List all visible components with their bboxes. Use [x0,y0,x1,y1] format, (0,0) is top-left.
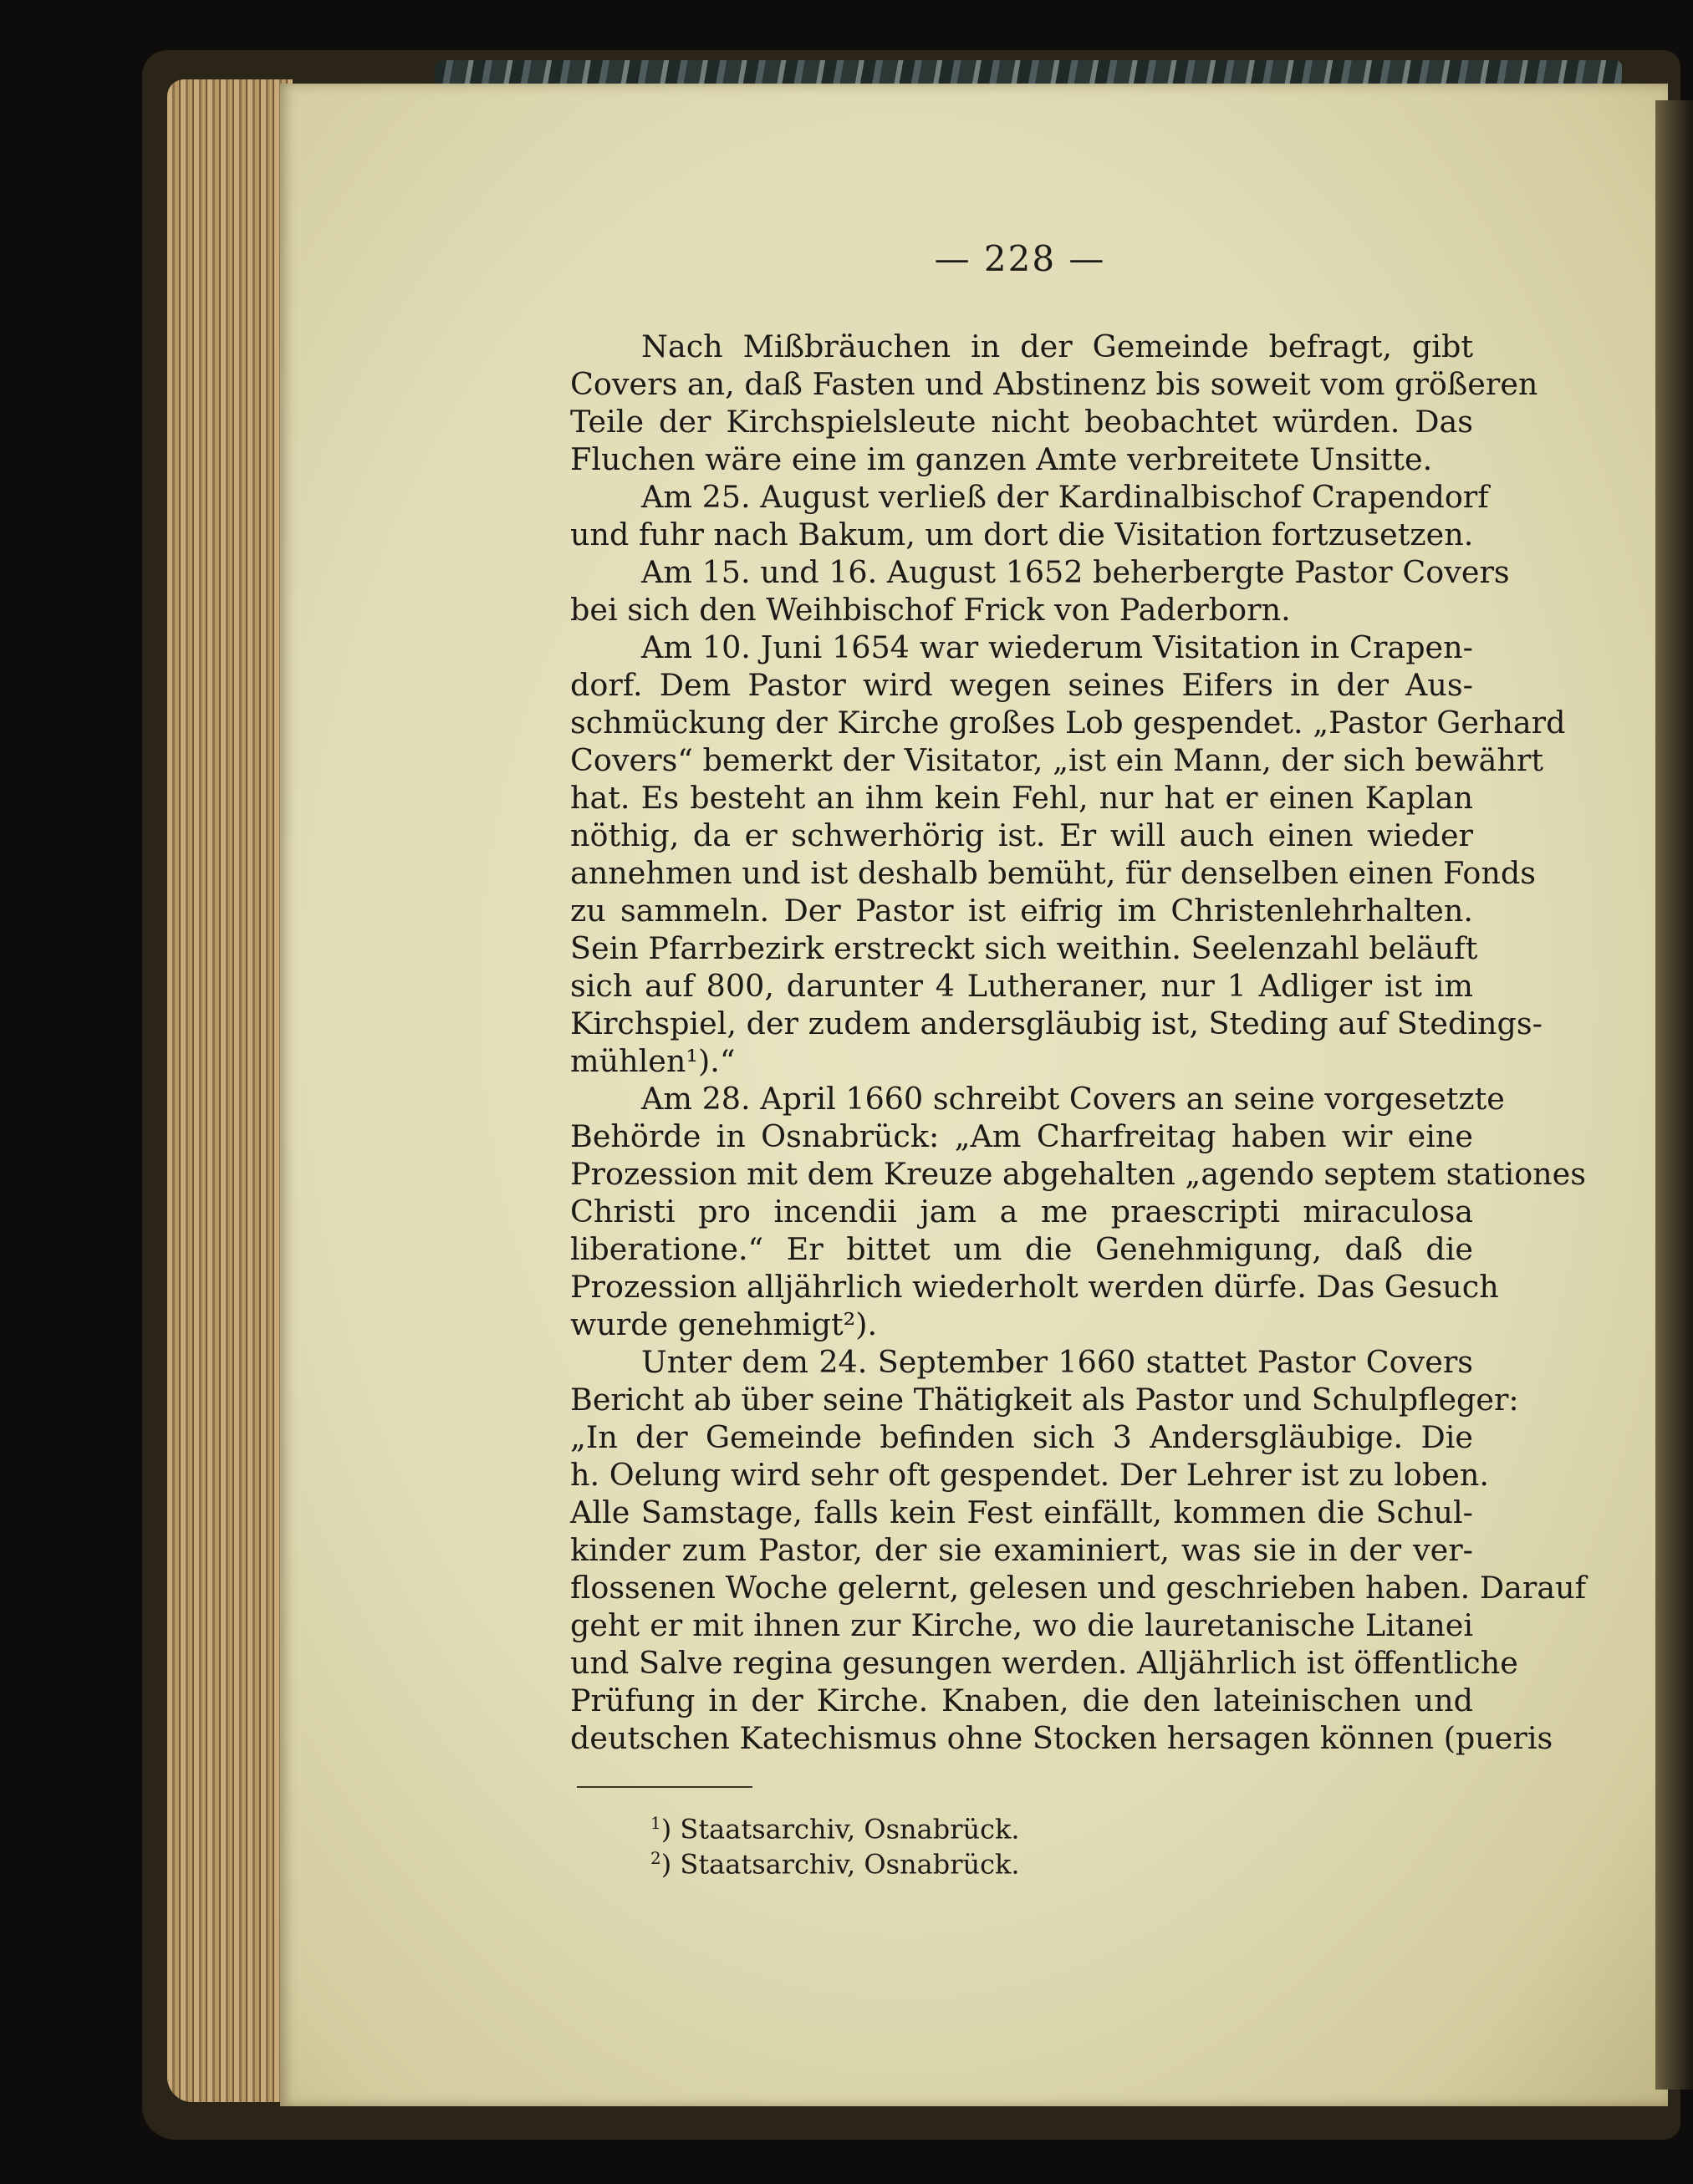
text-line: Unter dem 24. September 1660 stattet Pastor Covers [641,1344,1473,1380]
page-edges [167,79,293,2102]
footnote [650,1840,1020,1881]
text-line: Prüfung in der Kirche. Knaben, die den lateinischen und [570,1683,1473,1718]
text-line: Nach Mißbräuchen in der Gemeinde befragt, gibt [641,328,1473,364]
text-line: Am 28. April 1660 schreibt Covers an seine vorgesetzte [641,1081,1505,1117]
body-text [570,328,1587,1757]
text-line: „In der Gemeinde befinden sich 3 Andersgläubige. Die [570,1419,1473,1455]
footnote-text: ) Staatsarchiv, Osnabrück. [660,1813,1020,1845]
text-line: Alle Samstage, falls kein Fest einfällt, kommen die Schul- [570,1494,1473,1530]
text-line: dorf. Dem Pastor wird wegen seines Eifers in der Aus- [570,667,1473,703]
text-line: Am 10. Juni 1654 war wiederum Visitation in Crapen- [641,629,1473,665]
text-line: kinder zum Pastor, der sie examiniert, was sie in der ver- [570,1532,1473,1568]
text-line: geht er mit ihnen zur Kirche, wo die lauretanische Litanei [570,1607,1473,1643]
text-line: und Salve regina gesungen werden. Alljährlich ist öffentliche [570,1645,1518,1681]
text-line: Christi pro incendii jam a me praescripti miraculosa [570,1194,1473,1229]
footnote-text: ) Staatsarchiv, Osnabrück. [660,1848,1020,1881]
footnote-rule [577,1786,752,1788]
text-line: Prozession alljährlich wiederholt werden dürfe. Das Gesuch [570,1269,1499,1305]
text-line: Bericht ab über seine Thätigkeit als Pastor und Schulpfleger: [570,1382,1519,1418]
text-line: zu sammeln. Der Pastor ist eifrig im Christenlehrhalten. [570,893,1473,929]
text-line: sich auf 800, darunter 4 Lutheraner, nur 1 Adliger ist im [570,968,1473,1004]
footnote-mark: 2 [650,1848,661,1868]
text-line: flossenen Woche gelernt, gelesen und geschrieben haben. Darauf [570,1570,1587,1606]
text-line: mühlen¹).“ [570,1043,736,1079]
footnote [650,1805,1020,1845]
text-line: Teile der Kirchspielsleute nicht beobachtet würden. Das [570,404,1473,440]
footnotes [650,1805,1020,1881]
text-line: Covers an, daß Fasten und Abstinenz bis soweit vom größeren [570,366,1538,402]
text-line: Covers“ bemerkt der Visitator, „ist ein Mann, der sich bewährt [570,742,1543,778]
page-gutter [1655,100,1693,2090]
text-line: liberatione.“ Er bittet um die Genehmigung, daß die [570,1231,1473,1267]
text-line: Kirchspiel, der zudem andersgläubig ist, Steding auf Stedings- [570,1005,1543,1041]
text-line: Fluchen wäre eine im ganzen Amte verbreitete Unsitte. [570,441,1433,477]
text-line: wurde genehmigt²). [570,1306,878,1342]
text-line: und fuhr nach Bakum, um dort die Visitation fortzusetzen. [570,517,1474,552]
text-line: Prozession mit dem Kreuze abgehalten „agendo septem stationes [570,1156,1587,1192]
text-line: deutschen Katechismus ohne Stocken hersagen können (pueris [570,1720,1553,1756]
text-line: Am 25. August verließ der Kardinalbischof Crapendorf [641,479,1489,515]
text-line: Sein Pfarrbezirk erstreckt sich weithin. Seelenzahl beläuft [570,930,1478,966]
text-line: annehmen und ist deshalb bemüht, für denselben einen Fonds [570,855,1536,891]
page-number: — 228 — [934,238,1106,279]
text-line: schmückung der Kirche großes Lob gespendet. „Pastor Gerhard [570,705,1566,741]
footnote-mark: 1 [650,1813,661,1833]
text-line: bei sich den Weihbischof Frick von Paderborn. [570,592,1291,628]
text-line: nöthig, da er schwerhörig ist. Er will auch einen wieder [570,817,1473,853]
text-line: h. Oelung wird sehr oft gespendet. Der Lehrer ist zu loben. [570,1457,1489,1493]
text-line: Am 15. und 16. August 1652 beherbergte Pastor Covers [641,554,1510,590]
text-line: hat. Es besteht an ihm kein Fehl, nur hat er einen Kaplan [570,780,1473,816]
text-line: Behörde in Osnabrück: „Am Charfreitag haben wir eine [570,1118,1473,1154]
